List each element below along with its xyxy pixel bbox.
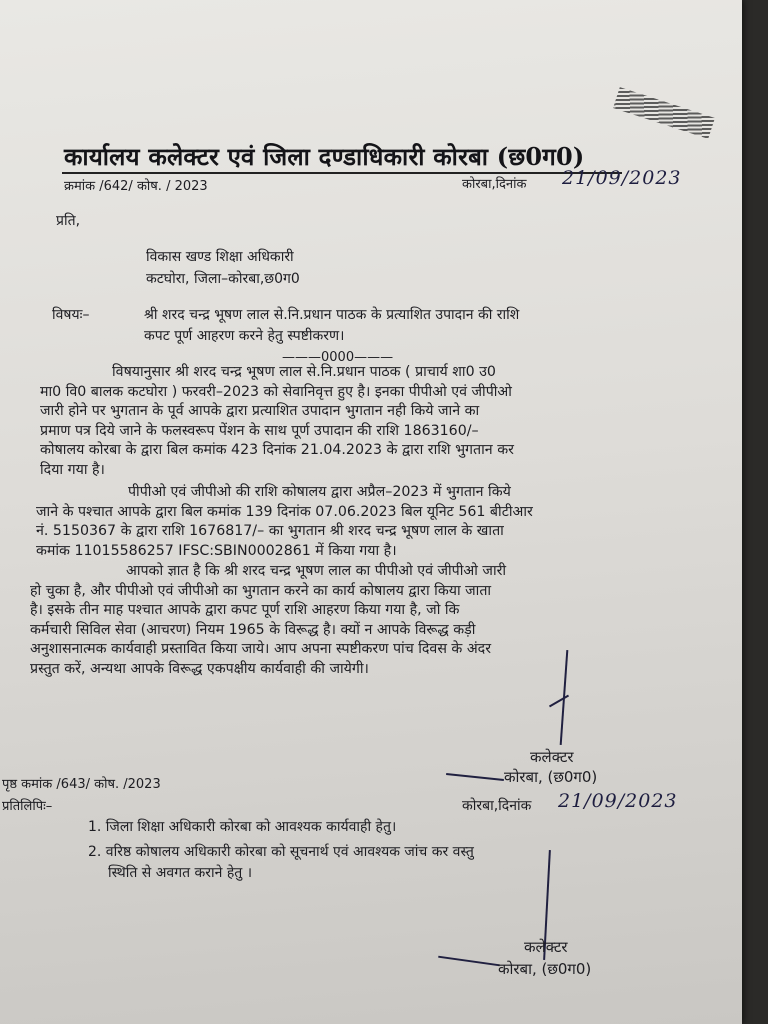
copy-item-2-continued: स्थिति से अवगत कराने हेतु । [108, 865, 252, 881]
reference-number: क्रमांक /642/ कोष. / 2023 [64, 179, 208, 194]
addressee-line-2: कटघोरा, जिला–कोरबा,छ0ग0 [146, 271, 300, 287]
collector-place-2: कोरबा, (छ0ग0) [498, 960, 592, 978]
endorsement-date-label: कोरबा,दिनांक [462, 798, 532, 814]
paragraph-line: मा0 वि0 बालक कटघोरा ) फरवरी–2023 को सेवानिवृत्त हुए है। इनका पीपीओ एवं जीपीओ [40, 383, 512, 400]
paragraph-line: कर्मचारी सिविल सेवा (आचरण) नियम 1965 के विरूद्ध है। क्यों न आपके विरूद्ध कड़ी [30, 621, 476, 638]
subject-label: विषयः– [52, 307, 90, 323]
subject-line-1: श्री शरद चन्द्र भूषण लाल से.नि.प्रधान पाठक के प्रत्याशित उपादान की राशि [144, 307, 520, 323]
paragraph-line: पीपीओ एवं जीपीओ की राशि कोषालय द्वारा अप्रैल–2023 में भुगतान किये [128, 484, 511, 500]
paragraph-line: हो चुका है, और पीपीओ एवं जीपीओ का भुगतान करने का कार्य कोषालय द्वारा किया जाता [30, 582, 492, 599]
collector-place: कोरबा, (छ0ग0) [504, 768, 598, 786]
paragraph-3 [30, 562, 658, 679]
endorsement-handwritten-date: 21/09/2023 [558, 790, 678, 812]
signature-stroke [549, 695, 569, 708]
handwritten-date: 21/09/2023 [562, 167, 682, 189]
designation-collector-2: कलेक्टर [524, 938, 568, 956]
paragraph-line: नं. 5150367 के द्वारा राशि 1676817/– का भुगतान श्री शरद चन्द्र भूषण लाल के खाता [36, 523, 504, 539]
paragraph-line: विषयानुसार श्री शरद चन्द्र भूषण लाल से.नि.प्रधान पाठक ( प्राचार्य शा0 उ0 [112, 364, 496, 380]
office-heading: कार्यालय कलेक्टर एवं जिला दण्डाधिकारी कोरबा (छ0ग0) [64, 142, 585, 171]
paragraph-2 [36, 483, 656, 561]
addressee-line-1: विकास खण्ड शिक्षा अधिकारी [146, 249, 294, 265]
paragraph-line: कमांक 11015586257 IFSC:SBIN0002861 में किया गया है। [36, 542, 397, 559]
subject-line-2: कपट पूर्ण आहरण करने हेतु स्पष्टीकरण। [144, 328, 345, 344]
copy-to-label: प्रतिलिपिः– [2, 799, 53, 814]
signature-scribble [446, 773, 504, 781]
paragraph-line: है। इसके तीन माह पश्चात आपके द्वारा कपट पूर्ण राशि आहरण किया गया है, जो कि [30, 602, 460, 618]
paragraph-1 [40, 363, 656, 480]
designation-collector: कलेक्टर [530, 748, 574, 766]
page-corner-shadow [613, 87, 715, 139]
place-date-label: कोरबा,दिनांक [462, 177, 527, 192]
paragraph-line: आपको ज्ञात है कि श्री शरद चन्द्र भूषण लाल का पीपीओ एवं जीपीओ जारी [126, 563, 507, 579]
copy-item-1: 1. जिला शिक्षा अधिकारी कोरबा को आवश्यक कार्यवाही हेतु। [88, 819, 397, 835]
paragraph-line: जाने के पश्चात आपके द्वारा बिल कमांक 139 दिनांक 07.06.2023 बिल यूनिट 561 बीटीआर [36, 503, 533, 520]
paragraph-line: दिया गया है। [40, 461, 105, 478]
heading-underline [62, 172, 622, 174]
to-label: प्रति, [56, 213, 81, 229]
copy-item-2: 2. वरिष्ठ कोषालय अधिकारी कोरबा को सूचनार्थ एवं आवश्यक जांच कर वस्तु [88, 844, 474, 860]
endorsement-reference: पृष्ठ कमांक /643/ कोष. /2023 [2, 777, 161, 792]
separator: ———0000——— [282, 350, 394, 365]
signature-scribble [438, 956, 500, 967]
paragraph-line: कोषालय कोरबा के द्वारा बिल कमांक 423 दिनांक 21.04.2023 के द्वारा राशि भुगतान कर [40, 442, 514, 458]
paragraph-line: अनुशासनात्मक कार्यवाही प्रस्तावित किया जाये। आप अपना स्पष्टीकरण पांच दिवस के अंदर [30, 641, 492, 657]
paragraph-line: प्रमाण पत्र दिये जाने के फलस्वरूप पेंशन के साथ पूर्ण उपादान की राशि 1863160/– [40, 422, 479, 439]
paragraph-line: जारी होने पर भुगतान के पूर्व आपके द्वारा प्रत्याशित उपादान भुगतान नही किये जाने का [40, 403, 480, 419]
paragraph-line: प्रस्तुत करें, अन्यथा आपके विरूद्ध एकपक्षीय कार्यवाही की जायेगी। [30, 660, 369, 677]
